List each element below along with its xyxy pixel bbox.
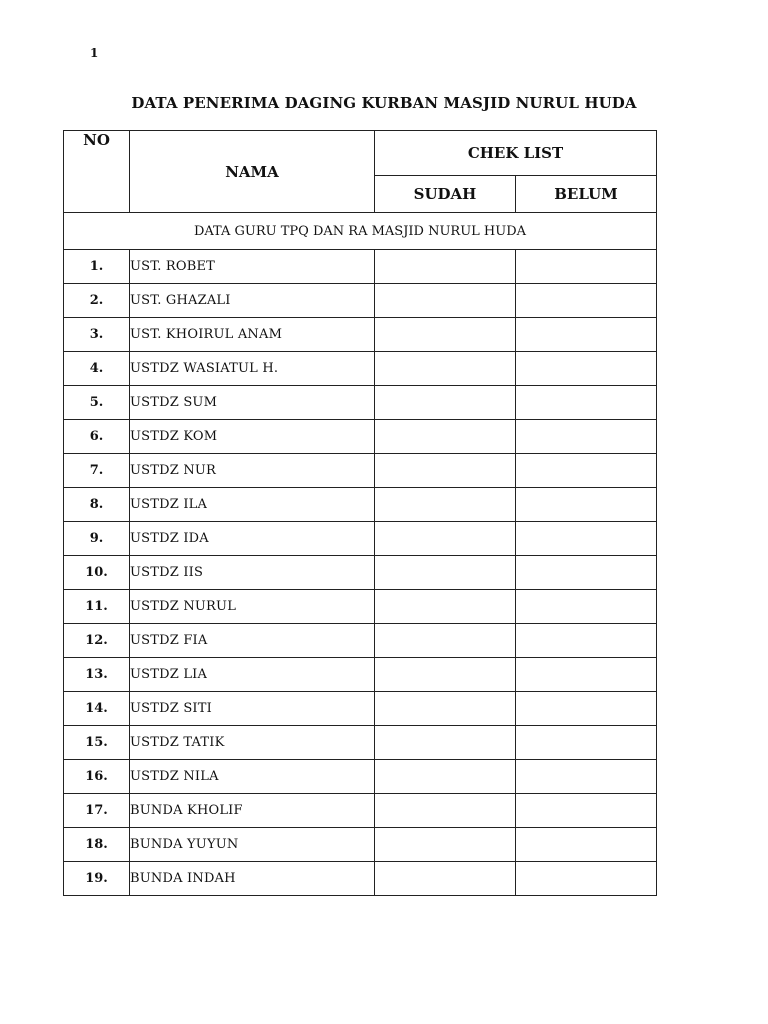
check-belum-cell[interactable] xyxy=(516,556,657,590)
recipient-name: BUNDA INDAH xyxy=(130,862,375,896)
table-body xyxy=(64,213,657,896)
recipient-name: UST. KHOIRUL ANAM xyxy=(130,318,375,352)
check-belum-cell[interactable] xyxy=(516,658,657,692)
check-sudah-cell[interactable] xyxy=(375,352,516,386)
table-row xyxy=(64,658,657,692)
row-number: 14. xyxy=(64,692,130,726)
recipient-name: USTDZ NURUL xyxy=(130,590,375,624)
recipient-name: USTDZ KOM xyxy=(130,420,375,454)
check-sudah-cell[interactable] xyxy=(375,590,516,624)
recipient-name: USTDZ WASIATUL H. xyxy=(130,352,375,386)
check-sudah-cell[interactable] xyxy=(375,624,516,658)
table-row xyxy=(64,284,657,318)
header-check-list: CHEK LIST xyxy=(375,131,657,176)
check-sudah-cell[interactable] xyxy=(375,386,516,420)
header-sudah: SUDAH xyxy=(375,176,516,213)
check-sudah-cell[interactable] xyxy=(375,284,516,318)
check-belum-cell[interactable] xyxy=(516,318,657,352)
table-row xyxy=(64,386,657,420)
row-number: 16. xyxy=(64,760,130,794)
check-sudah-cell[interactable] xyxy=(375,828,516,862)
row-number: 9. xyxy=(64,522,130,556)
recipient-name: BUNDA YUYUN xyxy=(130,828,375,862)
row-number: 2. xyxy=(64,284,130,318)
check-sudah-cell[interactable] xyxy=(375,522,516,556)
recipient-name: USTDZ TATIK xyxy=(130,726,375,760)
row-number: 1. xyxy=(64,250,130,284)
table-row xyxy=(64,318,657,352)
check-sudah-cell[interactable] xyxy=(375,488,516,522)
recipient-name: USTDZ IDA xyxy=(130,522,375,556)
recipient-name: USTDZ SITI xyxy=(130,692,375,726)
recipient-checklist-table xyxy=(63,130,657,896)
row-number: 8. xyxy=(64,488,130,522)
check-belum-cell[interactable] xyxy=(516,522,657,556)
check-sudah-cell[interactable] xyxy=(375,794,516,828)
check-sudah-cell[interactable] xyxy=(375,556,516,590)
table-row xyxy=(64,692,657,726)
section-row xyxy=(64,213,657,250)
row-number: 4. xyxy=(64,352,130,386)
check-sudah-cell[interactable] xyxy=(375,318,516,352)
row-number: 10. xyxy=(64,556,130,590)
recipient-name: USTDZ NUR xyxy=(130,454,375,488)
row-number: 12. xyxy=(64,624,130,658)
table-row xyxy=(64,794,657,828)
recipient-name: USTDZ ILA xyxy=(130,488,375,522)
table-row xyxy=(64,624,657,658)
table-row xyxy=(64,488,657,522)
table-row xyxy=(64,862,657,896)
row-number: 6. xyxy=(64,420,130,454)
table-row xyxy=(64,250,657,284)
table-row xyxy=(64,420,657,454)
check-sudah-cell[interactable] xyxy=(375,760,516,794)
row-number: 7. xyxy=(64,454,130,488)
row-number: 18. xyxy=(64,828,130,862)
recipient-name: USTDZ LIA xyxy=(130,658,375,692)
table-row xyxy=(64,556,657,590)
check-belum-cell[interactable] xyxy=(516,624,657,658)
check-belum-cell[interactable] xyxy=(516,386,657,420)
recipient-name: UST. ROBET xyxy=(130,250,375,284)
row-number: 3. xyxy=(64,318,130,352)
check-belum-cell[interactable] xyxy=(516,726,657,760)
check-belum-cell[interactable] xyxy=(516,828,657,862)
row-number: 15. xyxy=(64,726,130,760)
check-belum-cell[interactable] xyxy=(516,692,657,726)
check-sudah-cell[interactable] xyxy=(375,692,516,726)
page-number: 1 xyxy=(90,46,99,60)
table-row xyxy=(64,590,657,624)
table-row xyxy=(64,726,657,760)
check-belum-cell[interactable] xyxy=(516,488,657,522)
row-number: 19. xyxy=(64,862,130,896)
header-no: NO xyxy=(64,131,130,213)
check-belum-cell[interactable] xyxy=(516,250,657,284)
check-sudah-cell[interactable] xyxy=(375,862,516,896)
check-belum-cell[interactable] xyxy=(516,760,657,794)
check-belum-cell[interactable] xyxy=(516,862,657,896)
section-title: DATA GURU TPQ DAN RA MASJID NURUL HUDA xyxy=(64,213,657,250)
row-number: 13. xyxy=(64,658,130,692)
check-sudah-cell[interactable] xyxy=(375,658,516,692)
recipient-name: UST. GHAZALI xyxy=(130,284,375,318)
header-nama: NAMA xyxy=(130,131,375,213)
table-row xyxy=(64,522,657,556)
check-belum-cell[interactable] xyxy=(516,284,657,318)
document-title: DATA PENERIMA DAGING KURBAN MASJID NURUL HUDA xyxy=(131,94,637,112)
recipient-name: BUNDA KHOLIF xyxy=(130,794,375,828)
check-sudah-cell[interactable] xyxy=(375,420,516,454)
check-sudah-cell[interactable] xyxy=(375,454,516,488)
table-row xyxy=(64,828,657,862)
row-number: 17. xyxy=(64,794,130,828)
table-row xyxy=(64,760,657,794)
header-belum: BELUM xyxy=(516,176,657,213)
recipient-name: USTDZ IIS xyxy=(130,556,375,590)
table-row xyxy=(64,454,657,488)
table-row xyxy=(64,352,657,386)
check-belum-cell[interactable] xyxy=(516,590,657,624)
row-number: 11. xyxy=(64,590,130,624)
check-belum-cell[interactable] xyxy=(516,794,657,828)
check-sudah-cell[interactable] xyxy=(375,726,516,760)
row-number: 5. xyxy=(64,386,130,420)
recipient-name: USTDZ SUM xyxy=(130,386,375,420)
check-sudah-cell[interactable] xyxy=(375,250,516,284)
check-belum-cell[interactable] xyxy=(516,352,657,386)
recipient-name: USTDZ NILA xyxy=(130,760,375,794)
recipient-name: USTDZ FIA xyxy=(130,624,375,658)
check-belum-cell[interactable] xyxy=(516,420,657,454)
check-belum-cell[interactable] xyxy=(516,454,657,488)
